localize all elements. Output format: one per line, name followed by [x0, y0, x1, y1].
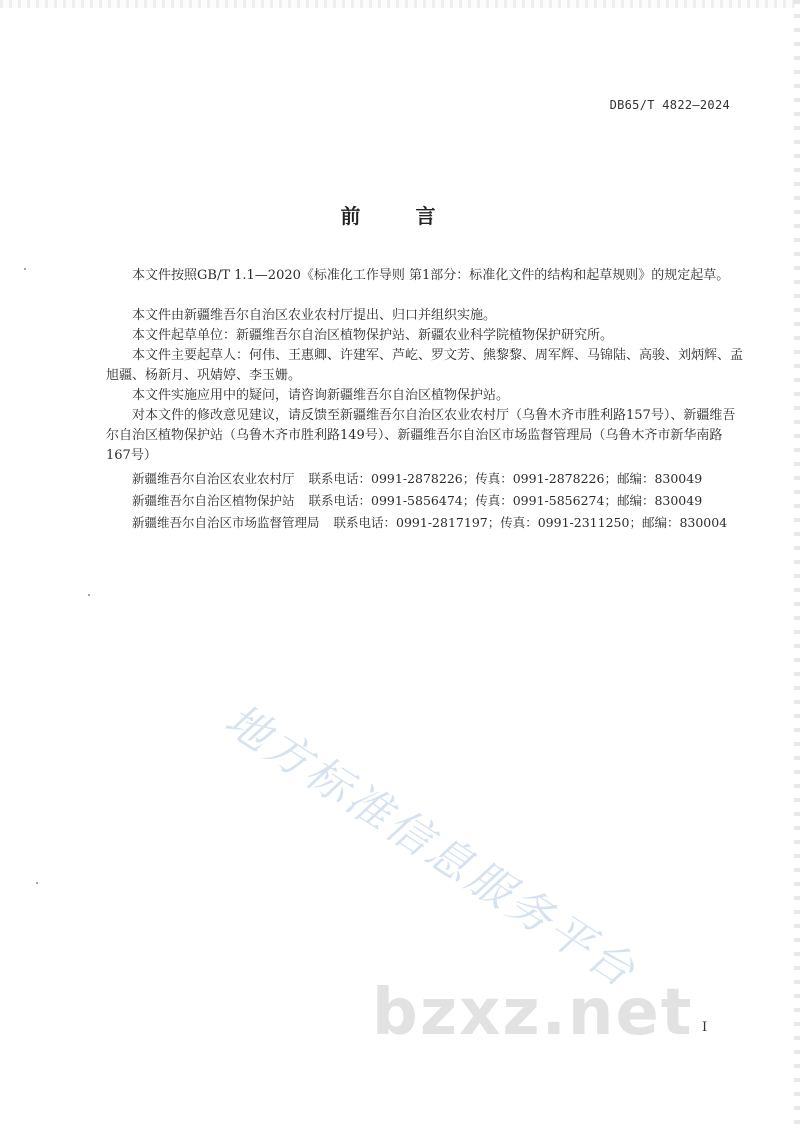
contact-postcode: 邮编：830049 — [616, 471, 703, 486]
site-watermark: bzxz.net — [372, 976, 694, 1050]
page-number: I — [702, 1020, 708, 1035]
paragraph-proposer — [106, 306, 746, 326]
platform-watermark: 地方标准信息服务平台 — [215, 694, 646, 999]
contact-line — [132, 470, 752, 488]
page-title: 前 言 — [340, 204, 460, 228]
contact-line — [132, 492, 752, 510]
contact-phone: 联系电话：0991-5856474； — [308, 493, 476, 508]
paragraph-text: 对本文件的修改意见建议，请反馈至新疆维吾尔自治区农业农村厅（乌鲁木齐市胜利路157号）、新疆维吾尔自治区植物保护站（乌鲁木齐市胜利路149号）、新疆维吾尔自治区市场监督管理局（乌鲁木齐市新华南路167号） — [106, 408, 736, 463]
contact-fax: 传真：0991-2878226； — [475, 471, 617, 486]
scan-speck — [36, 882, 38, 884]
document-code: DB65/T 4822—2024 — [609, 98, 730, 112]
paragraph-text: 本文件按照GB/T 1.1—2020《标准化工作导则 第1部分：标准化文件的结构和起草规则》的规定起草。 — [132, 268, 730, 283]
scan-edge-right — [794, 0, 800, 1131]
contact-fax: 传真：0991-2311250； — [500, 515, 642, 530]
paragraph-drafting-rules — [106, 266, 746, 286]
paragraph-text: 本文件实施应用中的疑问，请咨询新疆维吾尔自治区植物保护站。 — [132, 388, 510, 403]
contact-org: 新疆维吾尔自治区植物保护站 — [132, 493, 295, 508]
contact-phone: 联系电话：0991-2817197； — [333, 515, 501, 530]
contact-fax: 传真：0991-5856274； — [475, 493, 617, 508]
contact-phone: 联系电话：0991-2878226； — [308, 471, 476, 486]
contact-postcode: 邮编：830049 — [616, 493, 703, 508]
paragraph-text: 本文件起草单位：新疆维吾尔自治区植物保护站、新疆农业科学院植物保护研究所。 — [132, 328, 614, 343]
paragraph-text: 本文件主要起草人：何伟、王惠卿、许建军、芦屹、罗文芳、熊黎黎、周军辉、马锦陆、高骏、刘炳辉、孟旭疆、杨新月、巩婧婷、李玉姗。 — [106, 348, 744, 383]
contact-line — [132, 514, 752, 532]
paragraph-feedback — [106, 406, 746, 466]
scan-speck — [24, 268, 26, 270]
paragraph-inquiries — [106, 386, 746, 406]
contact-org: 新疆维吾尔自治区市场监督管理局 — [132, 515, 320, 530]
contact-org: 新疆维吾尔自治区农业农村厅 — [132, 471, 295, 486]
paragraph-text: 本文件由新疆维吾尔自治区农业农村厅提出、归口并组织实施。 — [132, 308, 497, 323]
paragraph-drafters — [106, 346, 746, 386]
paragraph-drafting-units — [106, 326, 746, 346]
scan-speck — [88, 594, 90, 596]
scan-edge-top — [0, 0, 800, 8]
contact-postcode: 邮编：830004 — [641, 515, 728, 530]
